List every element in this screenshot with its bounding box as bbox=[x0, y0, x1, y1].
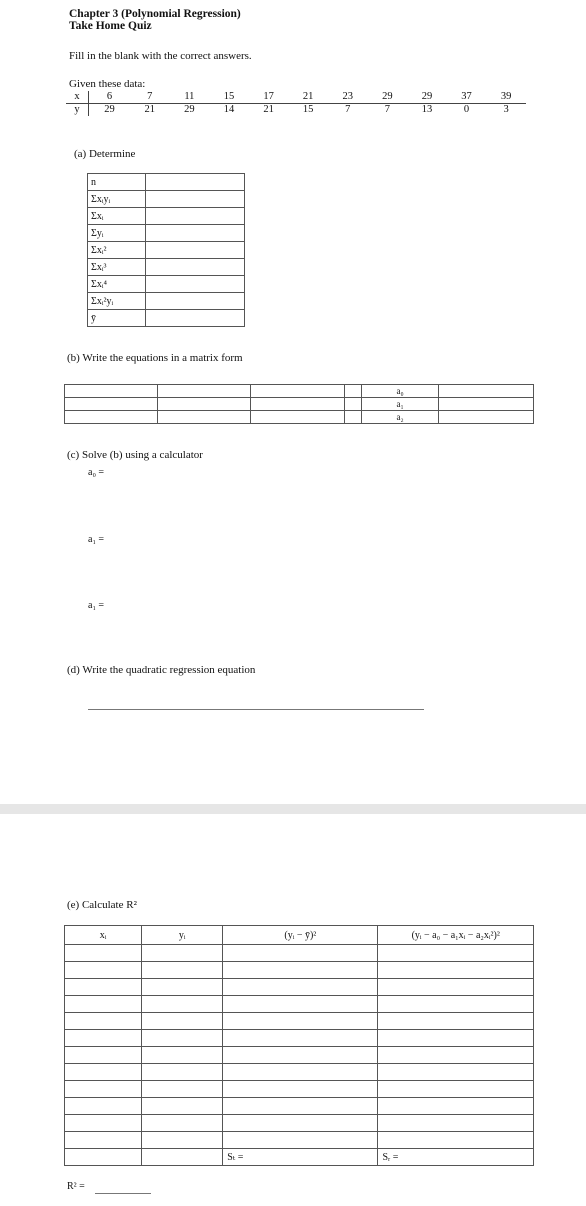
table-cell[interactable] bbox=[142, 1047, 223, 1064]
part-d-label: (d) Write the quadratic regression equation bbox=[67, 664, 256, 676]
table-cell[interactable] bbox=[223, 962, 378, 979]
yi-header: yᵢ bbox=[142, 926, 223, 945]
matrix-cell[interactable] bbox=[251, 398, 344, 411]
table-row bbox=[65, 1013, 534, 1030]
sum-label: Σxᵢ³ bbox=[88, 259, 146, 276]
matrix-cell[interactable] bbox=[344, 398, 362, 411]
matrix-cell[interactable] bbox=[158, 398, 251, 411]
sum-label: Σxᵢ²yᵢ bbox=[88, 293, 146, 310]
table-cell[interactable] bbox=[142, 945, 223, 962]
matrix-cell[interactable] bbox=[251, 411, 344, 424]
x-row bbox=[66, 91, 526, 104]
table-cell[interactable] bbox=[142, 1081, 223, 1098]
part-a-label: (a) Determine bbox=[74, 148, 136, 160]
y-value: 15 bbox=[302, 104, 314, 115]
sum-label: ȳ bbox=[88, 310, 146, 327]
y-value: 21 bbox=[263, 104, 274, 115]
x-value: 23 bbox=[328, 91, 368, 104]
table-cell[interactable] bbox=[142, 962, 223, 979]
x-value: 21 bbox=[288, 91, 328, 104]
table-row bbox=[65, 945, 534, 962]
table-cell bbox=[65, 1149, 142, 1166]
part-e-label: (e) Calculate R² bbox=[67, 899, 137, 911]
given-data-label: Given these data: bbox=[69, 78, 146, 90]
sum-label: Σxᵢ² bbox=[88, 242, 146, 259]
table-cell[interactable] bbox=[378, 1098, 534, 1115]
sum-answer-cell[interactable] bbox=[146, 259, 245, 276]
x-value: 39 bbox=[486, 91, 526, 104]
table-cell[interactable] bbox=[378, 945, 534, 962]
matrix-cell[interactable] bbox=[251, 385, 344, 398]
table-cell[interactable] bbox=[378, 1132, 534, 1149]
table-cell[interactable] bbox=[223, 1098, 378, 1115]
table-row bbox=[65, 1098, 534, 1115]
table-cell[interactable] bbox=[378, 1013, 534, 1030]
table-cell[interactable] bbox=[65, 1030, 142, 1047]
x-value: 15 bbox=[209, 91, 249, 104]
y-value: 29 bbox=[104, 104, 115, 115]
sum-label: n bbox=[88, 174, 146, 191]
sum-label: Σxᵢyᵢ bbox=[88, 191, 146, 208]
table-cell[interactable] bbox=[142, 1030, 223, 1047]
table-row bbox=[65, 1030, 534, 1047]
table-cell[interactable] bbox=[142, 1115, 223, 1132]
table-row bbox=[65, 962, 534, 979]
matrix-cell[interactable] bbox=[65, 398, 158, 411]
table-cell[interactable] bbox=[142, 1013, 223, 1030]
coeff-a1: a₁ bbox=[362, 398, 438, 411]
table-row bbox=[65, 1132, 534, 1149]
sum-answer-cell[interactable] bbox=[146, 208, 245, 225]
table-cell[interactable] bbox=[378, 1081, 534, 1098]
sum-label: Σxᵢ⁴ bbox=[88, 276, 146, 293]
sr-header: (yᵢ − a₀ − a₁xᵢ − a₂xᵢ²)² bbox=[378, 926, 534, 945]
table-cell[interactable] bbox=[65, 1064, 142, 1081]
sum-label: Σxᵢ bbox=[88, 208, 146, 225]
matrix-cell[interactable] bbox=[65, 385, 158, 398]
x-value: 7 bbox=[130, 91, 170, 104]
table-cell[interactable] bbox=[223, 1013, 378, 1030]
y-value: 21 bbox=[144, 104, 156, 115]
sum-answer-cell[interactable] bbox=[146, 242, 245, 259]
part-b-label: (b) Write the equations in a matrix form bbox=[67, 352, 243, 364]
coeff-a2: a₂ bbox=[362, 411, 438, 424]
table-cell[interactable] bbox=[65, 1047, 142, 1064]
equation-answer-line[interactable] bbox=[88, 708, 424, 710]
st-total[interactable]: Sₜ = bbox=[223, 1149, 378, 1166]
quiz-title: Take Home Quiz bbox=[69, 20, 152, 32]
matrix-cell[interactable] bbox=[65, 411, 158, 424]
table-cell[interactable] bbox=[223, 1081, 378, 1098]
table-cell[interactable] bbox=[378, 1047, 534, 1064]
a1-answer-label: a₁ = bbox=[88, 534, 105, 545]
sr-total[interactable]: Sᵣ = bbox=[378, 1149, 534, 1166]
x-label: x bbox=[66, 91, 89, 104]
table-cell[interactable] bbox=[223, 1064, 378, 1081]
y-label: y bbox=[66, 104, 89, 117]
r2-answer-line[interactable] bbox=[95, 1192, 151, 1194]
sum-label: Σyᵢ bbox=[88, 225, 146, 242]
table-cell[interactable] bbox=[378, 979, 534, 996]
table-cell[interactable] bbox=[65, 1081, 142, 1098]
table-cell[interactable] bbox=[223, 996, 378, 1013]
sum-answer-cell[interactable] bbox=[146, 293, 245, 310]
sum-answer-cell[interactable] bbox=[146, 174, 245, 191]
a2-answer-label: a₁ = bbox=[88, 600, 105, 611]
table-row bbox=[65, 1064, 534, 1081]
x-value: 6 bbox=[89, 91, 130, 104]
matrix-rhs-cell[interactable] bbox=[438, 385, 533, 398]
coeff-a0: a₀ bbox=[362, 385, 438, 398]
table-cell[interactable] bbox=[65, 1098, 142, 1115]
matrix-cell[interactable] bbox=[158, 385, 251, 398]
table-cell[interactable] bbox=[65, 962, 142, 979]
y-value: 29 bbox=[184, 104, 195, 115]
given-data-table bbox=[66, 91, 526, 116]
table-cell[interactable] bbox=[142, 979, 223, 996]
x-value: 11 bbox=[170, 91, 210, 104]
table-cell[interactable] bbox=[378, 962, 534, 979]
table-cell[interactable] bbox=[378, 996, 534, 1013]
table-row bbox=[65, 996, 534, 1013]
page-separator bbox=[0, 804, 586, 814]
y-value: 7 bbox=[384, 104, 390, 115]
x-value: 37 bbox=[447, 91, 487, 104]
y-value: 14 bbox=[223, 104, 235, 115]
x-value: 29 bbox=[407, 91, 447, 104]
y-value: 7 bbox=[345, 104, 351, 115]
st-header: (yᵢ − ȳ)² bbox=[223, 926, 378, 945]
matrix-rhs-cell[interactable] bbox=[438, 411, 533, 424]
table-row bbox=[65, 979, 534, 996]
sum-answer-cell[interactable] bbox=[146, 276, 245, 293]
matrix-cell[interactable] bbox=[344, 385, 362, 398]
part-c-label: (c) Solve (b) using a calculator bbox=[67, 449, 203, 461]
matrix-table bbox=[64, 384, 534, 424]
table-cell[interactable] bbox=[223, 945, 378, 962]
y-value: 0 bbox=[463, 104, 470, 115]
matrix-rhs-cell[interactable] bbox=[438, 398, 533, 411]
table-cell[interactable] bbox=[223, 1047, 378, 1064]
table-cell[interactable] bbox=[223, 1132, 378, 1149]
table-cell[interactable] bbox=[223, 1115, 378, 1132]
matrix-cell[interactable] bbox=[344, 411, 362, 424]
table-cell bbox=[142, 1149, 223, 1166]
table-cell[interactable] bbox=[65, 1115, 142, 1132]
table-cell[interactable] bbox=[378, 1064, 534, 1081]
sum-answer-cell[interactable] bbox=[146, 225, 245, 242]
x-value: 29 bbox=[368, 91, 408, 104]
a0-answer-label: a₀ = bbox=[88, 467, 105, 478]
sums-table bbox=[87, 173, 245, 327]
r2-table bbox=[64, 925, 534, 1166]
r2-answer-label: R² = bbox=[67, 1181, 85, 1192]
table-cell[interactable] bbox=[142, 1064, 223, 1081]
table-row bbox=[65, 1047, 534, 1064]
table-cell[interactable] bbox=[223, 979, 378, 996]
xi-header: xᵢ bbox=[65, 926, 142, 945]
totals-row bbox=[65, 1149, 534, 1166]
table-cell[interactable] bbox=[65, 1132, 142, 1149]
sum-answer-cell[interactable] bbox=[146, 191, 245, 208]
table-cell[interactable] bbox=[223, 1030, 378, 1047]
table-cell[interactable] bbox=[378, 1115, 534, 1132]
instruction-text: Fill in the blank with the correct answers. bbox=[69, 50, 252, 62]
matrix-cell[interactable] bbox=[158, 411, 251, 424]
table-row bbox=[65, 1115, 534, 1132]
table-cell[interactable] bbox=[142, 1098, 223, 1115]
table-row bbox=[65, 1081, 534, 1098]
table-cell[interactable] bbox=[65, 996, 142, 1013]
table-cell[interactable] bbox=[65, 1013, 142, 1030]
y-value: 13 bbox=[421, 104, 433, 115]
table-cell[interactable] bbox=[65, 979, 142, 996]
table-cell[interactable] bbox=[142, 1132, 223, 1149]
x-value: 17 bbox=[249, 91, 289, 104]
y-row bbox=[66, 104, 526, 117]
y-value: 3 bbox=[503, 104, 509, 115]
chapter-title: Chapter 3 (Polynomial Regression) bbox=[69, 8, 241, 20]
table-cell[interactable] bbox=[65, 945, 142, 962]
table-cell[interactable] bbox=[378, 1030, 534, 1047]
sum-answer-cell[interactable] bbox=[146, 310, 245, 327]
table-cell[interactable] bbox=[142, 996, 223, 1013]
